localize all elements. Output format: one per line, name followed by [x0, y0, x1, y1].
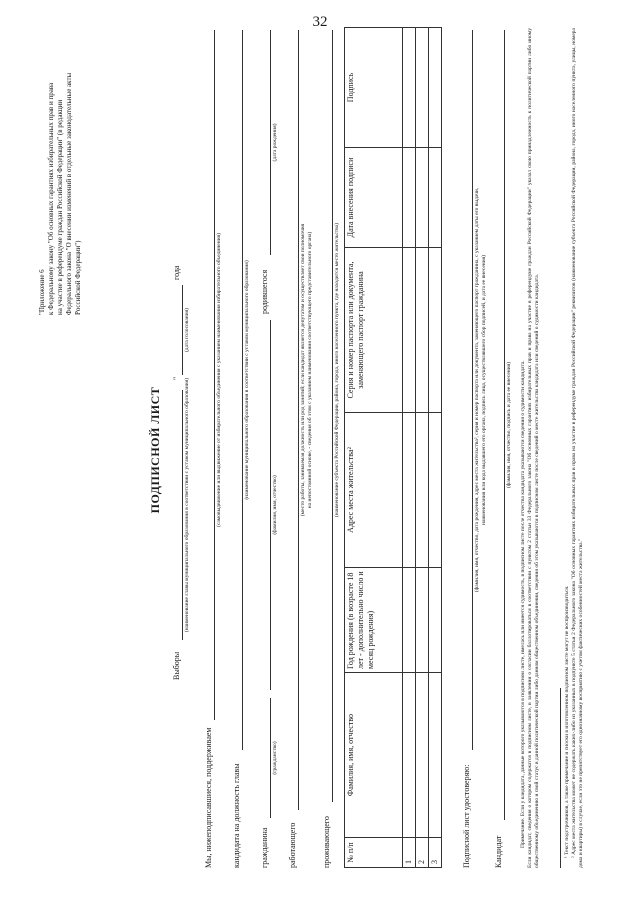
- cell-birth-year[interactable]: [403, 568, 416, 673]
- header-address: Адрес места жительства²: [345, 413, 403, 568]
- document-title: ПОДПИСНОЙ ЛИСТ: [148, 386, 162, 514]
- date-quote: ": [172, 376, 181, 380]
- cell-address[interactable]: [403, 413, 416, 568]
- certified-hint-2: наименования или кода выдавшего его органа, подпись лица, осуществлявшего сбор подписей, и дата ее внесения): [481, 254, 487, 526]
- cell-birth-year[interactable]: [416, 568, 429, 673]
- header-passport: Серия и номер паспорта или документа, заменяющего паспорт гражданина: [345, 248, 403, 413]
- cell-birth-year[interactable]: [429, 568, 442, 673]
- citizenship-line: [270, 698, 271, 818]
- cell-signature[interactable]: [403, 28, 416, 148]
- note-block: [520, 28, 541, 868]
- note-paragraph-1: Примечание. Если у кандидата, данные которого указываются в подписном листе, имелась или имеется судимость, в подписном листе после отчества кандидата указываются сведения о судимости кандидата.: [520, 360, 526, 848]
- certified-label: Подписной лист удостоверяю:: [462, 764, 471, 868]
- cell-sign-date[interactable]: [403, 148, 416, 248]
- work-hint: (место работы, занимаемая должность или род занятий; если кандидат является депутатом и осуществляет свои полномочия: [300, 223, 306, 517]
- elections-hint: (наименование главы муниципального образования в соответствии с уставом муниципального образования): [184, 377, 190, 633]
- signature-sheet-document: [20, 20, 620, 880]
- cell-passport[interactable]: [429, 248, 442, 413]
- living-hint: (наименование субъекта Российской Федерации, района, города, иного населенного пункта, где находится место жительства): [334, 222, 340, 518]
- cell-passport[interactable]: [403, 248, 416, 413]
- citizenship-hint: (гражданство): [272, 741, 278, 775]
- header-sign-date: Дата внесения подписи: [345, 148, 403, 248]
- header-signature: Подпись: [345, 28, 403, 148]
- appendix-line-3: на участие в референдуме граждан Российской Федерации" (в редакции: [56, 99, 64, 315]
- candidacy-label: кандидата на должность главы: [232, 763, 241, 868]
- cell-address[interactable]: [429, 413, 442, 568]
- elections-label: Выборы: [172, 651, 181, 680]
- living-line: [332, 30, 333, 802]
- table-row: [416, 28, 429, 868]
- support-hint: (самовыдвижение или выдвижение от избирательного объединения с указанием наименования избирательного объединения): [216, 233, 222, 527]
- working-label: работающего: [288, 822, 297, 868]
- table-row: [403, 28, 416, 868]
- certified-hint-1: (фамилия, имя, отчество, дата рождения, адрес места жительства², серия и номер паспорта или документа, заменяющего паспорт гражданина, с указанием даты его выдачи,: [474, 187, 480, 593]
- appendix-line-4: Федерального закона "О внесении изменений в отдельные законодательные акты: [65, 72, 73, 315]
- cell-full-name[interactable]: [403, 673, 416, 838]
- candidate-name-hint: (фамилия, имя, отчество): [272, 475, 278, 535]
- page-number: 32: [312, 14, 328, 30]
- elections-name-line: [182, 390, 183, 640]
- support-text: Мы, нижеподписавшиеся, поддерживаем: [204, 727, 213, 868]
- work-hint-2: на непостоянной основе, - сведения об этом с указанием наименования соответствующего представительного органа): [307, 231, 313, 509]
- header-birth-year: Год рождения (в возрасте 18 лет - дополнительно число и месяц рождения): [345, 568, 403, 673]
- row-number: 1: [403, 838, 416, 868]
- certified-line: [472, 30, 473, 750]
- table-header-row: [345, 28, 403, 868]
- cell-signature[interactable]: [429, 28, 442, 148]
- signatures-table: [344, 27, 442, 868]
- candidate-hint: (фамилия, имя, отчество, подпись и дата ее внесения): [506, 361, 512, 489]
- footnote-2: ² Адрес места жительства может не содержать каких-либо из указанных в подпункте 5 статьи 2 Федерального закона "Об основных гарантиях избирательных прав и права на участие в референдуме граждан Российской Федерации" реквизитов (наименование субъекта Российской Федерации, района, города, иного населенного пункта, улицы, номера дома и квартиры) в случае, если это не препятствует его однозначному восприятию с учетом фактических особенностей места жительства.": [571, 28, 584, 868]
- work-line: [298, 30, 299, 810]
- citizen-label: гражданина: [260, 827, 269, 868]
- appendix-line-1: "Приложение 6: [38, 269, 46, 315]
- appendix-header: [38, 25, 83, 315]
- header-number: № п/п: [345, 838, 403, 868]
- living-label: проживающего: [322, 816, 331, 868]
- appendix-line-5: Российской Федерации"): [74, 240, 82, 315]
- footnote-separator: [560, 688, 561, 868]
- cell-signature[interactable]: [416, 28, 429, 148]
- appendix-line-2: к Федеральному закону "Об основных гарантиях избирательных прав и права: [47, 82, 55, 315]
- birthdate-hint: (дата рождения): [272, 123, 278, 162]
- footnotes-block: [564, 28, 585, 868]
- candidate-label: Кандидат: [494, 835, 503, 868]
- cell-address[interactable]: [416, 413, 429, 568]
- cell-passport[interactable]: [416, 248, 429, 413]
- date-hint: (дата голосования): [184, 307, 190, 353]
- note-paragraph-2: Если кандидат, сведения о котором содержатся в подписном листе, в заявлении о согласии баллотироваться в соответствии с пунктом 2 статьи 33 Федерального закона "Об основных гарантиях избирательных прав и права на участие в референдуме граждан Российской Федерации" указал свою принадлежность к политической партии либо иному общественному объединению и свой статус в данной политической партии либо данном общественном объединении, сведения об этом указываются в подписном листе после сведений о месте жительства кандидата или сведений о судимости кандидата.: [527, 28, 540, 868]
- date-line: [182, 285, 183, 375]
- cell-full-name[interactable]: [416, 673, 429, 838]
- birthdate-line: [270, 30, 271, 255]
- born-label: родившегося: [260, 269, 269, 314]
- cell-sign-date[interactable]: [429, 148, 442, 248]
- candidate-name-line: [270, 320, 271, 690]
- candidacy-hint: (наименование муниципального образования в соответствии с уставом муниципального образования): [244, 260, 250, 500]
- table-row: [429, 28, 442, 868]
- candidacy-line: [242, 30, 243, 750]
- footnote-1: ¹ Текст подстрочников, а также примечание и сноски в изготовленном подписном листе могут не воспроизводиться.: [564, 585, 570, 858]
- row-number: 2: [416, 838, 429, 868]
- cell-sign-date[interactable]: [416, 148, 429, 248]
- cell-full-name[interactable]: [429, 673, 442, 838]
- support-line: [214, 30, 215, 720]
- candidate-line: [504, 30, 505, 820]
- year-label: года: [172, 265, 181, 280]
- header-full-name: Фамилия, имя, отчество: [345, 673, 403, 838]
- row-number: 3: [429, 838, 442, 868]
